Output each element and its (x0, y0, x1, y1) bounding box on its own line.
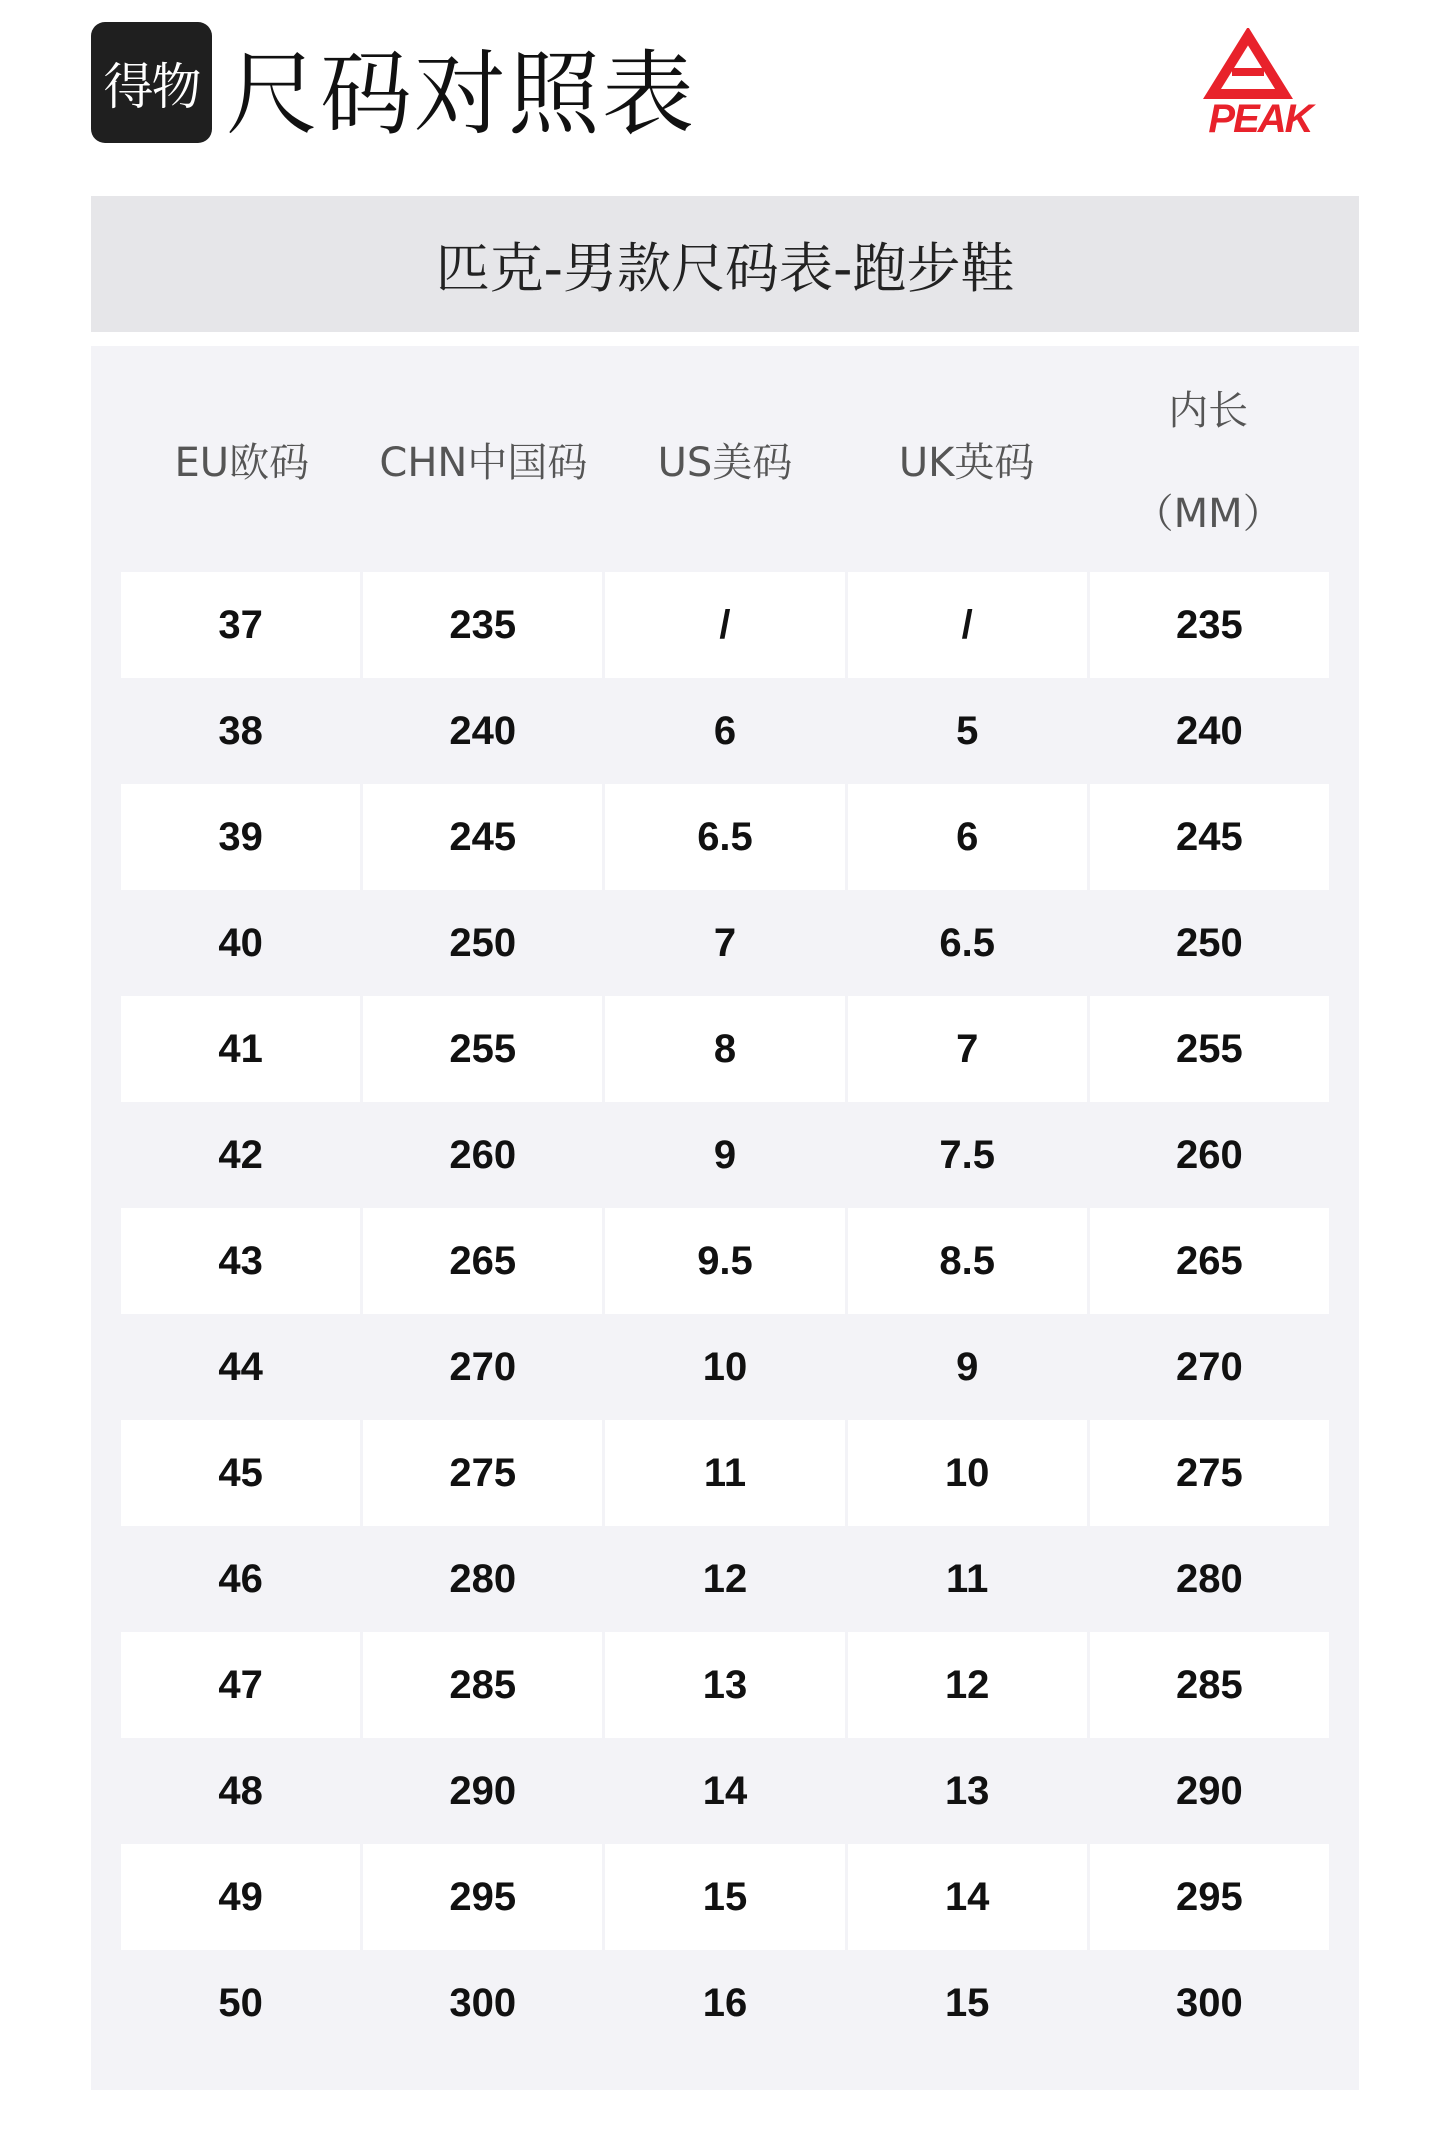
table-cell: 300 (449, 1980, 517, 2025)
table-cell: 8 (605, 996, 844, 1102)
table-cell: 16 (702, 1980, 748, 2025)
table-cell: / (605, 572, 844, 678)
table-cell: 15 (944, 1980, 990, 2025)
col-header-label: EU欧码 (174, 439, 310, 486)
table-row (121, 1102, 1329, 1208)
table-cell: 13 (605, 1632, 844, 1738)
table-cell: 39 (121, 784, 360, 890)
table-cell: 10 (848, 1420, 1087, 1526)
table-cell: 10 (702, 1344, 748, 1389)
table-row (121, 1844, 1329, 1950)
table-cell: 47 (121, 1632, 360, 1738)
peak-logo-text: PEAK (1208, 97, 1312, 138)
table-cell: 265 (1090, 1208, 1329, 1314)
col-header-uk (846, 346, 1088, 572)
table-cell: 235 (1090, 572, 1329, 678)
table-row (121, 678, 1329, 784)
table-row (121, 1208, 1329, 1314)
peak-logo (1198, 28, 1322, 138)
table-cell: 240 (449, 708, 517, 753)
col-header-label: CHN中国码 (379, 439, 588, 486)
table-title: 匹克-男款尺码表-跑步鞋 (91, 196, 1359, 332)
table-cell: 7 (713, 920, 737, 965)
table-cell: 280 (1176, 1556, 1243, 1601)
table-cell: 12 (702, 1556, 748, 1601)
table-row (121, 890, 1329, 996)
col-header-label: UK英码 (898, 439, 1035, 486)
table-body (121, 572, 1329, 2056)
col-header-label: 内长 (1168, 388, 1249, 434)
table-cell: 245 (363, 784, 602, 890)
table-cell: 6.5 (605, 784, 844, 890)
table-cell: 48 (218, 1768, 263, 1813)
col-header-label: US美码 (657, 439, 793, 486)
table-cell: 255 (1090, 996, 1329, 1102)
table-cell: 275 (1090, 1420, 1329, 1526)
table-cell: 13 (944, 1768, 990, 1813)
table-row (121, 572, 1329, 678)
col-header-unit: （MM） (1133, 491, 1283, 537)
table-cell: 43 (121, 1208, 360, 1314)
table-cell: 6 (713, 708, 737, 753)
col-header-eu (121, 346, 363, 572)
page-title: 尺码对照表 (226, 41, 697, 148)
table-cell: 38 (218, 708, 263, 753)
col-header-us (604, 346, 846, 572)
table-cell: 9.5 (605, 1208, 844, 1314)
table-cell: 37 (121, 572, 360, 678)
col-header-inner-length (1087, 346, 1329, 572)
table-cell: 41 (121, 996, 360, 1102)
table-cell: 9 (713, 1132, 737, 1177)
table-cell: 11 (605, 1420, 844, 1526)
table-cell: 260 (1176, 1132, 1243, 1177)
table-cell: 295 (1090, 1844, 1329, 1950)
table-cell: / (848, 572, 1087, 678)
table-cell: 255 (363, 996, 602, 1102)
table-cell: 11 (946, 1556, 989, 1601)
table-cell: 50 (218, 1980, 263, 2025)
table-cell: 235 (363, 572, 602, 678)
table-cell: 250 (449, 920, 517, 965)
table-cell: 45 (121, 1420, 360, 1526)
table-row (121, 1632, 1329, 1738)
table-cell: 280 (449, 1556, 517, 1601)
table-cell: 14 (848, 1844, 1087, 1950)
table-cell: 285 (363, 1632, 602, 1738)
table-row (121, 1526, 1329, 1632)
table-cell: 270 (449, 1344, 517, 1389)
table-cell: 12 (848, 1632, 1087, 1738)
table-cell: 240 (1176, 708, 1243, 753)
table-cell: 265 (363, 1208, 602, 1314)
table-cell: 40 (218, 920, 263, 965)
peak-logo-icon (1198, 28, 1322, 138)
table-cell: 290 (1176, 1768, 1243, 1813)
table-cell: 285 (1090, 1632, 1329, 1738)
table-row (121, 1420, 1329, 1526)
table-cell: 250 (1176, 920, 1243, 965)
col-header-chn (363, 346, 605, 572)
table-cell: 245 (1090, 784, 1329, 890)
size-table (91, 346, 1359, 2090)
table-cell: 46 (218, 1556, 263, 1601)
table-cell: 275 (363, 1420, 602, 1526)
table-row (121, 784, 1329, 890)
table-cell: 290 (449, 1768, 517, 1813)
table-cell: 295 (363, 1844, 602, 1950)
table-cell: 5 (956, 708, 979, 753)
table-cell: 49 (121, 1844, 360, 1950)
table-cell: 260 (449, 1132, 517, 1177)
table-cell: 42 (218, 1132, 263, 1177)
page-header (0, 0, 1443, 190)
table-cell: 15 (605, 1844, 844, 1950)
table-cell: 300 (1176, 1980, 1243, 2025)
table-cell: 6 (848, 784, 1087, 890)
brand-badge: 得物 (91, 22, 212, 143)
table-cell: 270 (1176, 1344, 1243, 1389)
table-cell: 7 (848, 996, 1087, 1102)
table-cell: 7.5 (939, 1132, 995, 1177)
table-cell: 8.5 (848, 1208, 1087, 1314)
table-row (121, 1950, 1329, 2056)
table-cell: 6.5 (939, 920, 995, 965)
table-cell: 44 (218, 1344, 263, 1389)
table-cell: 14 (702, 1768, 748, 1813)
table-row (121, 996, 1329, 1102)
column-headers (121, 346, 1329, 572)
table-row (121, 1314, 1329, 1420)
table-row (121, 1738, 1329, 1844)
table-cell: 9 (956, 1344, 979, 1389)
